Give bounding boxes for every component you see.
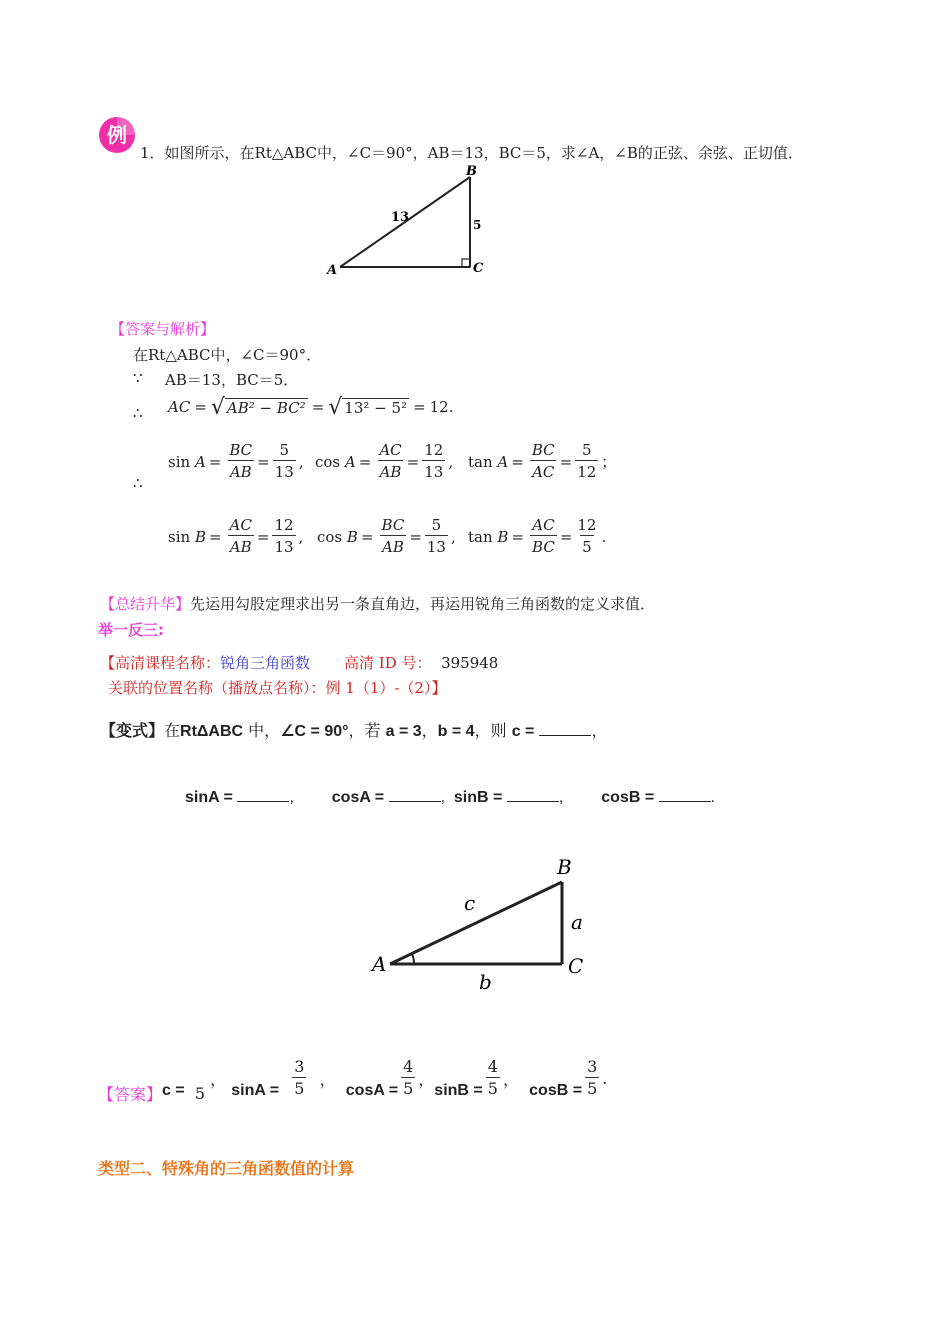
ac-lhs: AC xyxy=(168,398,191,416)
ac-radicand-1: AB² − BC² xyxy=(226,398,306,417)
summary-text: 先运用勾股定理求出另一条直角边，再运用锐角三角函数的定义求值． xyxy=(190,595,656,613)
sinB-blank[interactable] xyxy=(507,787,559,802)
fig2-side-c: c xyxy=(464,891,476,915)
variant-trig-line: sinA = , cosA = , sinB = , cosB = . xyxy=(185,789,716,806)
fig1-hyp-length: 13 xyxy=(391,210,410,225)
trig-tanA: tan A = $\frac{BC}{AC}$ = $\frac{5}{12}$ ； xyxy=(468,441,617,481)
variant-intro: 举一反三: xyxy=(98,621,164,639)
answer-header: 【答案与解析】 xyxy=(110,320,216,338)
fig2-label-c: C xyxy=(568,954,584,978)
trig-sinA: sin A = $\frac{BC}{AB}$ = $\frac{5}{13}$ , xyxy=(168,441,304,481)
ac-result: 12 xyxy=(429,398,449,416)
example-question: 1．如图所示，在Rt△ABC中，∠C＝90°，AB＝13，BC＝5，求∠A，∠B的正弦、余弦、正切值． xyxy=(140,144,803,162)
variant-line: 【变式】在RtΔABC 中，∠C = 90°，若 a = 3，b = 4，则 c = ， xyxy=(100,721,608,740)
fig2-side-b: b xyxy=(479,970,492,994)
triangle-figure-2 xyxy=(360,850,600,995)
fig2-side-a: a xyxy=(571,910,583,934)
trig-cosB: cos B = $\frac{BC}{AB}$ = $\frac{5}{13}$ , xyxy=(317,516,456,556)
answer2-line: 【答案】 c = 5 ， sinA = $\frac{3}{5}$ ， cosA = $\frac{4}{5}$ ， sinB = $\frac{4}{5}$ ， cosB = $\frac{3}{5}$ . xyxy=(98,1057,608,1104)
therefore-symbol-1: ∴ xyxy=(133,404,143,422)
example-badge-icon xyxy=(97,115,137,155)
fig1-label-b: B xyxy=(466,165,477,179)
trig-sinB: sin B = $\frac{AC}{AB}$ = $\frac{12}{13}$ , xyxy=(168,516,304,556)
summary-tag: 【总结升华】 xyxy=(100,595,191,613)
answer-line2: AB＝13，BC＝5． xyxy=(165,371,299,389)
badge-label: 例 xyxy=(107,123,127,147)
because-symbol: ∵ xyxy=(133,369,143,387)
c-blank[interactable] xyxy=(539,721,591,736)
sinA-blank[interactable] xyxy=(237,787,289,802)
fig1-leg-length: 5 xyxy=(473,218,482,232)
course-position: 关联的位置名称（播放点名称）：例 1（1）-（2）】 xyxy=(108,679,447,697)
ac-equation: AC = √ AB² − BC² = √ 13² − 5² = 12 . xyxy=(168,394,454,420)
triangle-figure-1 xyxy=(325,165,490,280)
course-id: 395948 xyxy=(441,654,499,672)
section2-heading: 类型二、特殊角的三角函数值的计算 xyxy=(98,1159,355,1178)
therefore-symbol-2: ∴ xyxy=(133,474,143,492)
cosB-blank[interactable] xyxy=(659,787,711,802)
fig1-label-a: A xyxy=(327,263,338,278)
fig2-label-b: B xyxy=(557,855,572,879)
trig-cosA: cos A = $\frac{AC}{AB}$ = $\frac{12}{13}$ , xyxy=(315,441,454,481)
trig-tanB: tan B = $\frac{AC}{BC}$ = $\frac{12}{5}$ . xyxy=(468,516,607,556)
fig1-label-c: C xyxy=(473,261,484,276)
answer-line1: 在Rt△ABC中，∠C＝90°． xyxy=(133,346,322,364)
fig2-label-a: A xyxy=(372,952,387,976)
cosA-blank[interactable] xyxy=(389,787,441,802)
course-line: 【高清课程名称：锐角三角函数 高清 ID 号： 395948 xyxy=(100,654,499,672)
course-name: 锐角三角函数 xyxy=(220,654,311,672)
summary xyxy=(100,593,655,614)
ac-radicand-2: 13² − 5² xyxy=(344,398,408,417)
